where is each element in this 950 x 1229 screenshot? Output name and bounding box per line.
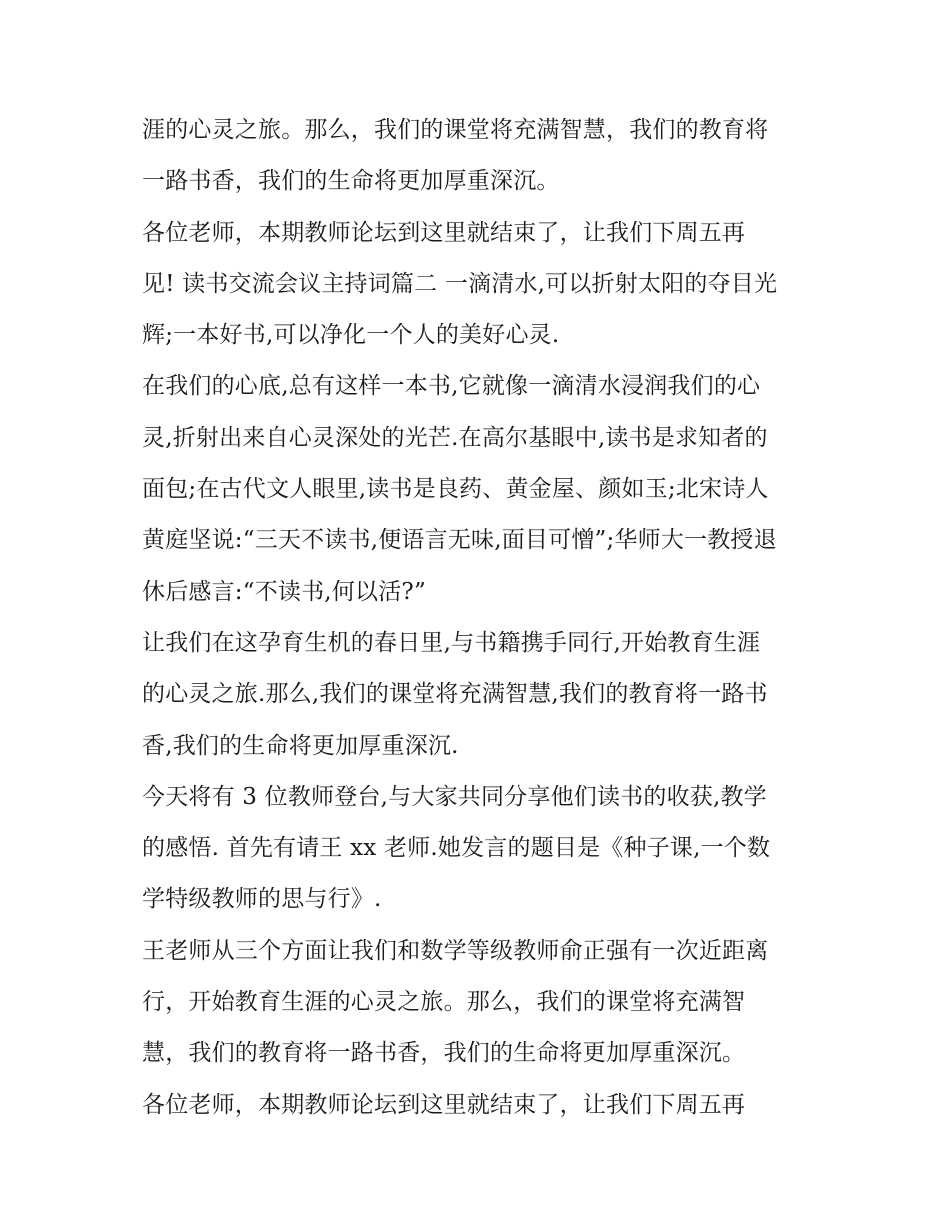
- text-line: 的心灵之旅.那么,我们的课堂将充满智慧,我们的教育将一路书: [142, 681, 768, 708]
- text-line: 各位老师，本期教师论坛到这里就结束了，让我们下周五再: [142, 219, 746, 246]
- text-line: 面包;在古代文人眼里,读书是良药、黄金屋、颜如玉;北宋诗人: [142, 476, 769, 503]
- text-line: 涯的心灵之旅。那么，我们的课堂将充满智慧，我们的教育将: [142, 117, 769, 143]
- text-line: 辉;一本好书,可以净化一个人的美好心灵.: [142, 322, 560, 349]
- text-line: 今天将有 3 位教师登台,与大家共同分享他们读书的收获,教学: [142, 783, 767, 810]
- text-line: 在我们的心底,总有这样一本书,它就像一滴清水浸润我们的心: [142, 373, 761, 400]
- text-line: 慧，我们的教育将一路书香，我们的生命将更加厚重深沉。: [142, 1040, 746, 1067]
- text-line: 学特级教师的思与行》.: [142, 886, 382, 913]
- text-line: 王老师从三个方面让我们和数学等级教师俞正强有一次近距离: [142, 937, 769, 964]
- document-body: [142, 108, 822, 1134]
- text-line: 黄庭坚说:“三天不读书,便语言无味,面目可憎”;华师大一教授退: [142, 527, 777, 554]
- text-line: 各位老师，本期教师论坛到这里就结束了，让我们下周五再: [142, 1091, 746, 1118]
- text-line: 灵,折射出来自心灵深处的光芒.在高尔基眼中,读书是求知者的: [142, 424, 768, 451]
- text-line: 行，开始教育生涯的心灵之旅。那么，我们的课堂将充满智: [142, 989, 746, 1016]
- text-line: 休后感言:“不读书,何以活?”: [142, 578, 426, 605]
- text-line: 让我们在这孕育生机的春日里,与书籍携手同行,开始教育生涯: [142, 629, 761, 656]
- text-line: 一路书香，我们的生命将更加厚重深沉。: [142, 168, 560, 195]
- text-line: 见! 读书交流会议主持词篇二 一滴清水,可以折射太阳的夺目光: [142, 270, 778, 297]
- text-line: 的感悟. 首先有请王 xx 老师.她发言的题目是《种子课,一个数: [142, 835, 771, 862]
- text-line: 香,我们的生命将更加厚重深沉.: [142, 732, 459, 759]
